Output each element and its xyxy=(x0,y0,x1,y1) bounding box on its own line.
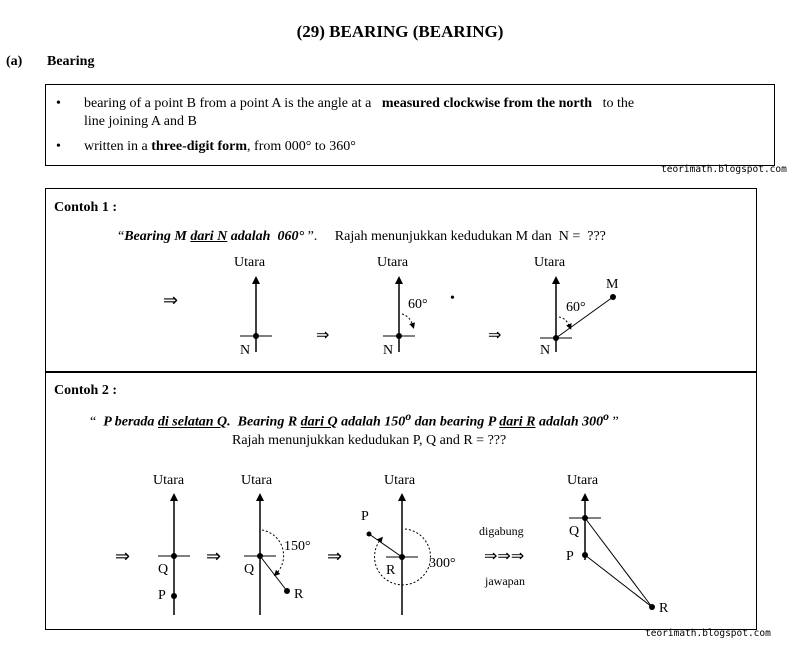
triple-arrow: ⇒⇒⇒ xyxy=(484,548,525,565)
label-n: N xyxy=(540,343,551,358)
def-b1-bold: measured clockwise from the north xyxy=(381,96,593,111)
bullet-dot: • xyxy=(56,139,61,154)
bullet-dot: • xyxy=(56,96,61,111)
label-q: Q xyxy=(244,562,255,577)
example1-heading: Contoh 1 : xyxy=(54,200,118,215)
def-b2-post: , from 000° to 360° xyxy=(247,139,356,154)
answer-label: jawapan xyxy=(485,574,525,588)
quote-open: “ xyxy=(90,414,104,430)
label-r: R xyxy=(386,563,396,578)
q-adalah-150: adalah 150 xyxy=(337,414,406,430)
label-p: P xyxy=(158,588,166,603)
q-dari-n: dari N xyxy=(190,229,228,244)
q-di-selatan: di selatan Q xyxy=(157,414,228,430)
north-label: Utara xyxy=(384,473,416,488)
angle-label: 60° xyxy=(408,297,428,312)
q-rajah: Rajah menunjukkan kedudukan M dan N = ??? xyxy=(334,229,606,244)
section-letter: (a) xyxy=(6,54,23,69)
combined-label: digabung xyxy=(479,524,524,538)
label-n: N xyxy=(383,343,394,358)
def-b2-bold: three-digit form xyxy=(151,139,248,154)
label-r: R xyxy=(294,587,304,602)
example2-line2: Rajah menunjukkan kedudukan P, Q and R = ??? xyxy=(232,433,507,448)
page-title: (29) BEARING (BEARING) xyxy=(296,22,504,41)
q-bearing-m: Bearing M xyxy=(124,229,191,244)
watermark-top: teorimath.blogspot.com xyxy=(661,164,787,175)
section-title: Bearing xyxy=(47,54,95,69)
angle-arc xyxy=(402,314,413,326)
q-adalah: adalah 060° xyxy=(227,229,305,244)
quote-open: “ xyxy=(118,229,125,244)
point-m-dot: • xyxy=(450,291,455,306)
label-q: Q xyxy=(569,524,580,539)
implies-arrow: ⇒ xyxy=(327,546,343,566)
north-label: Utara xyxy=(234,255,266,270)
north-label: Utara xyxy=(567,473,599,488)
example2-question xyxy=(90,410,619,431)
implies-arrow: ⇒ xyxy=(115,546,131,566)
label-p: P xyxy=(361,509,369,524)
degree-sup: o xyxy=(405,410,412,423)
label-m: M xyxy=(606,277,619,292)
angle-label: 150° xyxy=(284,539,311,554)
angle-label: 300° xyxy=(429,556,456,571)
q-p-berada: P berada xyxy=(103,414,158,430)
implies-arrow: ⇒ xyxy=(316,327,330,344)
example2-heading: Contoh 2 : xyxy=(54,383,118,398)
north-label: Utara xyxy=(241,473,273,488)
north-label: Utara xyxy=(534,255,566,270)
implies-arrow: ⇒ xyxy=(163,290,179,310)
def-b1-post: to the xyxy=(602,96,635,111)
north-label: Utara xyxy=(377,255,409,270)
def-b1-line2: line joining A and B xyxy=(84,114,197,129)
implies-arrow: ⇒ xyxy=(206,546,222,566)
point-m xyxy=(610,294,616,300)
q-bearing-p: dan bearing P xyxy=(411,414,500,430)
def-b2-pre: written in a xyxy=(84,139,148,154)
north-label: Utara xyxy=(153,473,185,488)
label-q: Q xyxy=(158,562,169,577)
angle-label: 60° xyxy=(566,300,586,315)
quote-close: ”. xyxy=(304,229,318,244)
q-adalah-300: adalah 300 xyxy=(535,414,604,430)
q-dari-r: dari R xyxy=(499,414,536,430)
label-p: P xyxy=(566,549,574,564)
quote-close: ” xyxy=(609,414,619,430)
degree-sup: o xyxy=(603,410,609,423)
q-bearing-r: . Bearing R xyxy=(227,414,301,430)
q-dari-q: dari Q xyxy=(300,414,338,430)
label-n: N xyxy=(240,343,251,358)
angle-arc xyxy=(559,317,570,327)
label-r: R xyxy=(659,601,669,616)
point-n xyxy=(553,335,559,341)
implies-arrow: ⇒ xyxy=(488,327,502,344)
watermark-bottom: teorimath.blogspot.com xyxy=(645,628,771,639)
def-b1-pre: bearing of a point B from a point A is the angle at a xyxy=(84,96,372,111)
point-n xyxy=(396,333,402,339)
point-n xyxy=(253,333,259,339)
